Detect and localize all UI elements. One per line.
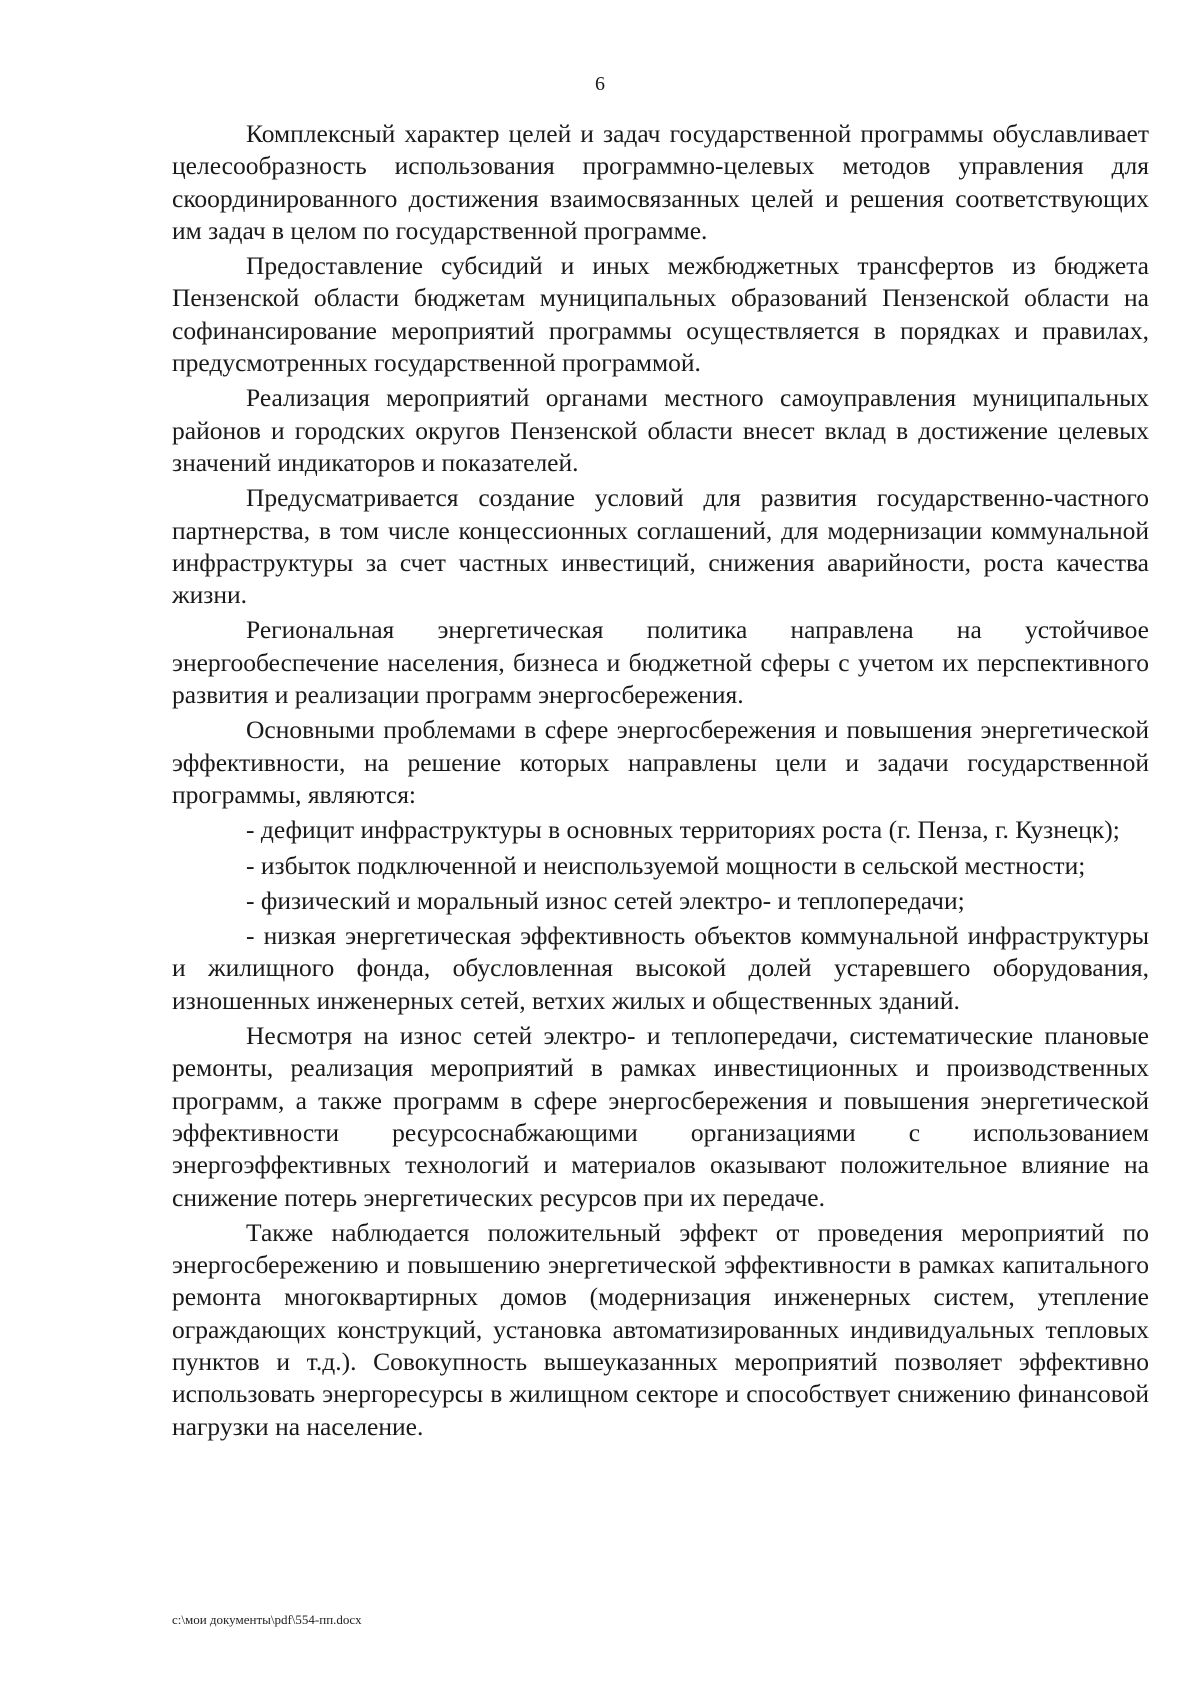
paragraph-local-government: Реализация мероприятий органами местного самоуправления муниципальных районов и городских округов Пензенской области внесет вклад в достижение целевых значений индикаторов и показателей. — [172, 383, 1149, 477]
list-item-infrastructure-deficit: - дефицит инфраструктуры в основных территориях роста (г. Пенза, г. Кузнецк); — [246, 815, 1120, 845]
paragraph-main-problems: Основными проблемами в сфере энергосбережения и повышения энергетической эффективности, на решение которых направлены цели и задачи государственной программы, являются: — [172, 715, 1149, 809]
list-item-low-efficiency: - низкая энергетическая эффективность объектов коммунальной инфраструктуры и жилищного фонда, обусловленная высокой долей устаревшего оборудования, изношенных инженерных сетей, ветхих жилых и общественных зданий. — [172, 921, 1149, 1015]
list-item-excess-capacity: - избыток подключенной и неиспользуемой мощности в сельской местности; — [246, 850, 1086, 880]
paragraph-positive-influence: Несмотря на износ сетей электро- и теплопередачи, систематические плановые ремонты, реализация мероприятий в рамках инвестиционных и производственных программ, а также программ в сфере энергосбережения и повышения энергетической эффективности ресурсоснабжающими организациями с использованием энергоэффективных технологий и материалов оказывают положительное влияние на снижение потерь энергетических ресурсов при их передаче. — [172, 1021, 1149, 1212]
footer-file-path: c:\мои документы\pdf\554-пп.docx — [172, 1612, 362, 1627]
paragraph-subsidies: Предоставление субсидий и иных межбюджетных трансфертов из бюджета Пензенской области бюджетам муниципальных образований Пензенской области на софинансирование мероприятий программы осуществляется в порядках и правилах, предусмотренных государственной программой. — [172, 251, 1149, 378]
list-item-network-wear: - физический и моральный износ сетей электро- и теплопередачи; — [246, 885, 965, 915]
paragraph-public-private-partnership: Предусматривается создание условий для развития государственно-частного партнерства, в том числе концессионных соглашений, для модернизации коммунальной инфраструктуры за счет частных инвестиций, снижения аварийности, роста качества жизни. — [172, 483, 1149, 610]
paragraph-program-goals: Комплексный характер целей и задач государственной программы обуславливает целесообразность использования программно-целевых методов управления для скоординированного достижения взаимосвязанных целей и решения соответствующих им задач в целом по государственной программе. — [172, 119, 1149, 245]
paragraph-capital-repair-effect: Также наблюдается положительный эффект от проведения мероприятий по энергосбережению и повышению энергетической эффективности в рамках капитального ремонта многоквартирных домов (модернизация инженерных систем, утепление ограждающих конструкций, установка автоматизированных индивидуальных тепловых пунктов и т.д.). Совокупность вышеуказанных мероприятий позволяет эффективно использовать энергоресурсы в жилищном секторе и способствует снижению финансовой нагрузки на население. — [172, 1217, 1149, 1441]
page-number: 6 — [595, 73, 605, 95]
paragraph-energy-policy: Региональная энергетическая политика направлена на устойчивое энергообеспечение населения, бизнеса и бюджетной сферы с учетом их перспективного развития и реализации программ энергосбережения. — [172, 615, 1149, 710]
document-body — [172, 118, 1149, 1443]
